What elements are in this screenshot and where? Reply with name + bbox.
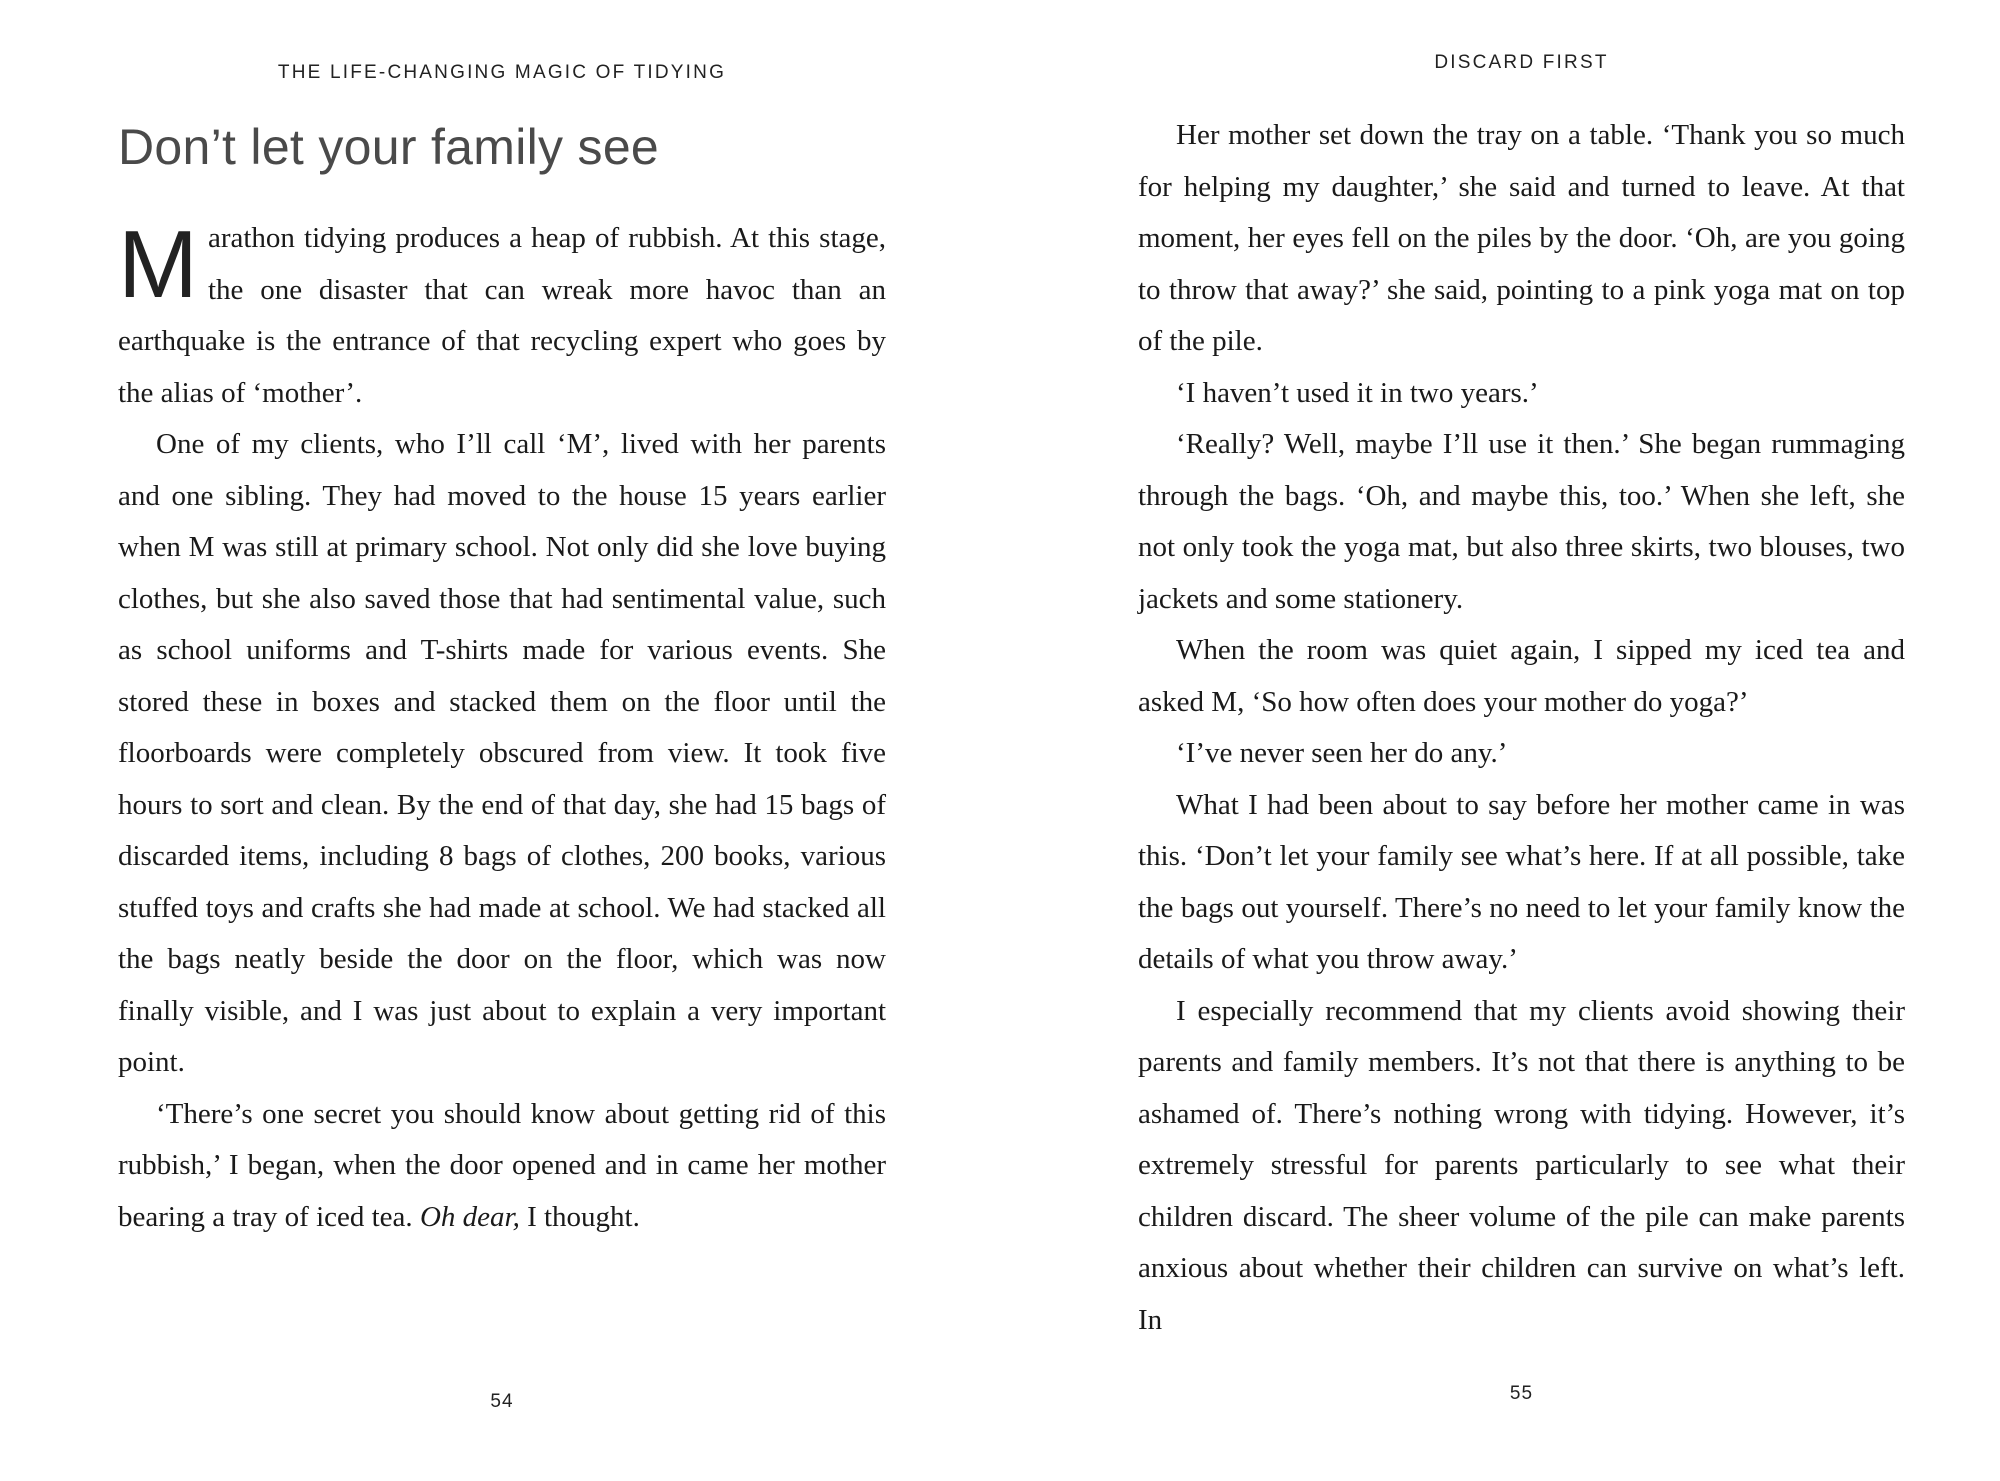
- left-paragraph-3-text: ‘There’s one secret you should know about getting rid of this rubbish,’ I began, when the door opened and in came her mother bearing a tray of iced tea.: [118, 1097, 886, 1233]
- right-paragraph-5: ‘I’ve never seen her do any.’: [1176, 737, 1508, 769]
- left-paragraph-3: [118, 1089, 886, 1244]
- drop-cap: M: [118, 211, 198, 318]
- right-running-head: DISCARD FIRST: [1434, 52, 1609, 73]
- left-paragraph-3-tail: I thought.: [519, 1200, 640, 1233]
- right-paragraph-6: What I had been about to say before her mother came in was this. ‘Don’t let your family see what’s here. If at all possible, take the bags out yourself. There’s no need to let your family know the details of what you throw away.’: [1138, 788, 1905, 975]
- left-paragraph-1-text: arathon tidying produces a heap of rubbish. At this stage, the one disaster that can wreak more havoc than an earthquake is the entrance of that recycling expert who goes by the alias of ‘mother’.: [118, 222, 886, 409]
- right-paragraph-3: ‘Really? Well, maybe I’ll use it then.’ She began rummaging through the bags. ‘Oh, and maybe this, too.’ When she left, she not only took the yoga mat, but also three skirts, two blouses, two jackets and some stationery.: [1138, 428, 1905, 615]
- chapter-title: Don’t let your family see: [118, 119, 660, 175]
- right-page-number: 55: [1509, 1383, 1534, 1404]
- left-running-head: THE LIFE-CHANGING MAGIC OF TIDYING: [277, 62, 727, 83]
- left-page: [118, 0, 886, 1481]
- left-body-text: [118, 213, 886, 1243]
- right-paragraph-1: Her mother set down the tray on a table. ‘Thank you so much for helping my daughter,’ she said and turned to leave. At that moment, her eyes fell on the piles by the door. ‘Oh, are you going to throw that away?’ she said, pointing to a pink yoga mat on top of the pile.: [1138, 119, 1905, 357]
- left-paragraph-1: [118, 213, 886, 419]
- right-body-text: [1138, 110, 1905, 1346]
- left-paragraph-2: One of my clients, who I’ll call ‘M’, lived with her parents and one sibling. They had moved to the house 15 years earlier when M was still at primary school. Not only did she love buying clothes, but she also saved those that had sentimental value, such as school uniforms and T-shirts made for various events. She stored these in boxes and stacked them on the floor until the floorboards were completely obscured from view. It took five hours to sort and clean. By the end of that day, she had 15 bags of discarded items, including 8 bags of clothes, 200 books, various stuffed toys and crafts she had made at school. We had stacked all the bags neatly beside the door on the floor, which was now finally visible, and I was just about to explain a very important point.: [118, 428, 886, 1078]
- right-paragraph-2: ‘I haven’t used it in two years.’: [1176, 376, 1539, 409]
- left-page-number: 54: [490, 1391, 514, 1412]
- right-paragraph-4: When the room was quiet again, I sipped my iced tea and asked M, ‘So how often does your mother do yoga?’: [1138, 634, 1905, 718]
- italic-phrase: Oh dear,: [419, 1200, 520, 1233]
- right-paragraph-7: I especially recommend that my clients avoid showing their parents and family members. It’s not that there is anything to be ashamed of. There’s nothing wrong with tidying. However, it’s extremely stressful for parents particularly to see what their children discard. The sheer volume of the pile can make parents anxious about whether their children can survive on what’s left. In: [1138, 994, 1905, 1336]
- right-page: [1138, 0, 1905, 1481]
